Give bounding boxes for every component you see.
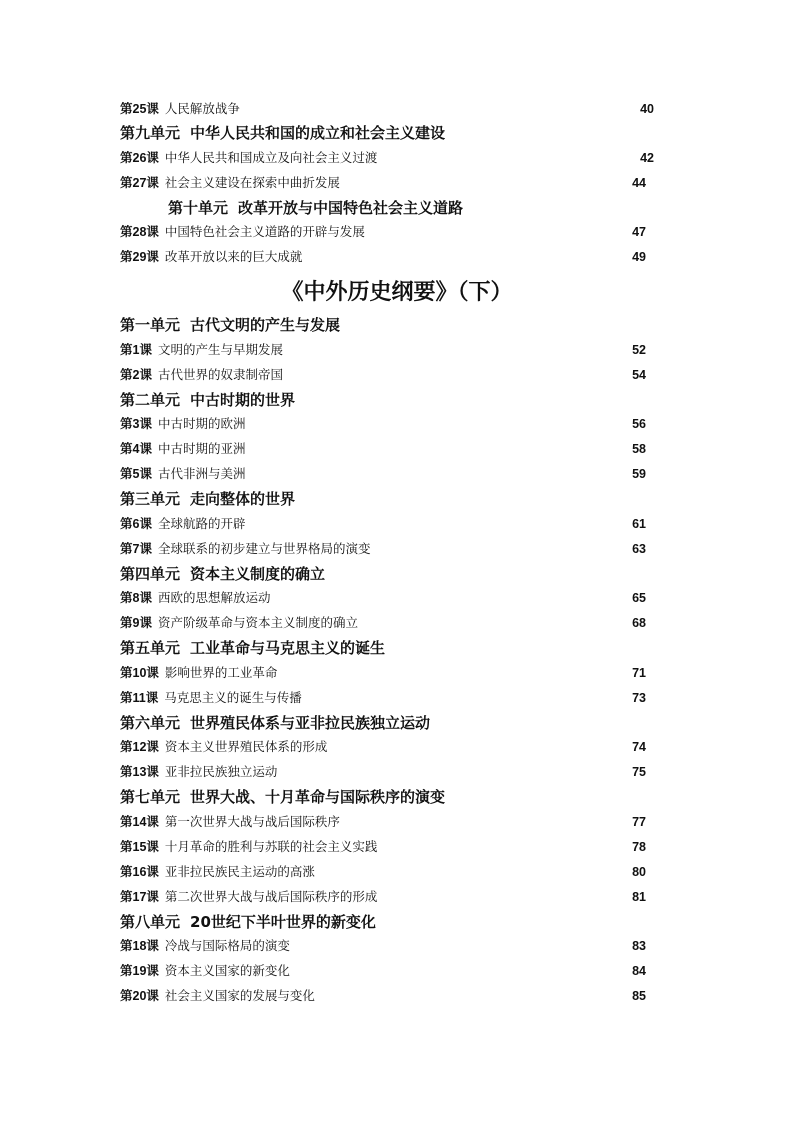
lesson-title: 中华人民共和国成立及向社会主义过渡 <box>164 150 378 165</box>
page-number: 58 <box>632 442 646 456</box>
lesson-title: 第一次世界大战与战后国际秩序 <box>164 813 340 829</box>
unit-number: 第三单元 <box>120 490 181 508</box>
toc-row <box>120 936 646 956</box>
lesson-title: 古代世界的奴隶制帝国 <box>157 366 283 382</box>
page-number: 63 <box>632 541 646 556</box>
unit-number: 第八单元 <box>120 912 181 931</box>
lesson-title: 中古时期的欧洲 <box>157 416 246 431</box>
lesson-title: 亚非拉民族民主运动的高涨 <box>164 863 315 879</box>
page-number: 42 <box>640 151 654 165</box>
toc-row <box>120 986 646 1006</box>
lesson-number: 第12课 <box>120 740 159 754</box>
unit-title: 世界大战、十月革命与国际秩序的演变 <box>190 788 446 806</box>
unit-number: 第五单元 <box>120 639 181 657</box>
unit-heading <box>120 389 295 411</box>
lesson-number: 第7课 <box>120 541 152 556</box>
lesson-title: 资本主义世界殖民体系的形成 <box>164 739 328 754</box>
toc-row <box>120 688 646 708</box>
lesson-number: 第8课 <box>120 591 152 605</box>
unit-number: 第十单元 <box>168 199 229 217</box>
page-number: 77 <box>632 814 646 829</box>
lesson-number: 第4课 <box>120 442 152 456</box>
unit-heading <box>168 197 463 219</box>
lesson-title: 社会主义国家的发展与变化 <box>164 988 315 1003</box>
lesson-number: 第19课 <box>120 964 159 978</box>
page-number: 40 <box>640 102 654 116</box>
page-number: 59 <box>632 467 646 481</box>
lesson-number: 第13课 <box>120 765 159 779</box>
lesson-title: 亚非拉民族独立运动 <box>164 764 278 779</box>
lesson-number: 第3课 <box>120 417 152 431</box>
book-title: 《中外历史纲要》（下） <box>281 280 513 305</box>
page-number: 78 <box>632 839 646 854</box>
unit-heading <box>120 637 385 659</box>
page-number: 44 <box>632 176 646 190</box>
page-number: 65 <box>632 591 646 605</box>
toc-row <box>120 862 646 882</box>
lesson-title: 冷战与国际格局的演变 <box>164 938 290 953</box>
unit-heading <box>120 563 325 585</box>
lesson-number: 第15课 <box>120 839 159 854</box>
unit-title: 古代文明的产生与发展 <box>190 316 341 334</box>
toc-row <box>120 148 654 168</box>
lesson-title: 全球联系的初步建立与世界格局的演变 <box>157 540 371 556</box>
unit-heading <box>120 712 430 734</box>
unit-heading <box>120 786 445 808</box>
unit-title: 20世纪下半叶世界的新变化 <box>190 912 376 931</box>
lesson-title: 中国特色社会主义道路的开辟与发展 <box>164 224 365 239</box>
toc-row <box>120 414 646 434</box>
page-number: 73 <box>632 690 646 705</box>
toc-row <box>120 961 646 981</box>
lesson-title: 文明的产生与早期发展 <box>157 341 283 357</box>
lesson-number: 第9课 <box>120 616 152 630</box>
toc-row <box>120 762 646 782</box>
lesson-title: 社会主义建设在探索中曲折发展 <box>164 175 340 190</box>
unit-heading <box>120 314 340 336</box>
toc-row <box>120 340 646 360</box>
toc-row <box>120 514 646 534</box>
toc-row <box>120 222 646 242</box>
lesson-number: 第28课 <box>120 225 159 239</box>
lesson-number: 第16课 <box>120 864 159 879</box>
lesson-number: 第26课 <box>120 151 159 165</box>
lesson-title: 古代非洲与美洲 <box>157 466 246 481</box>
lesson-number: 第18课 <box>120 939 159 953</box>
toc-row <box>120 365 646 385</box>
lesson-number: 第10课 <box>120 665 159 680</box>
lesson-number: 第17课 <box>120 889 159 904</box>
unit-heading <box>120 488 295 510</box>
unit-title: 改革开放与中国特色社会主义道路 <box>238 199 464 217</box>
lesson-number: 第20课 <box>120 989 159 1003</box>
lesson-title: 资本主义国家的新变化 <box>164 963 290 978</box>
unit-number: 第二单元 <box>120 390 181 409</box>
toc-row <box>120 588 646 608</box>
unit-number: 第九单元 <box>120 124 181 142</box>
lesson-title: 十月革命的胜利与苏联的社会主义实践 <box>164 838 378 854</box>
page-number: 54 <box>632 367 646 382</box>
page-number: 83 <box>632 939 646 953</box>
toc-row <box>120 439 646 459</box>
toc-row <box>120 887 646 907</box>
unit-title: 世界殖民体系与亚非拉民族独立运动 <box>190 713 431 732</box>
page-number: 56 <box>632 417 646 431</box>
unit-title: 中华人民共和国的成立和社会主义建设 <box>190 124 446 142</box>
unit-title: 中古时期的世界 <box>190 390 296 409</box>
unit-number: 第六单元 <box>120 713 181 732</box>
unit-title: 工业革命与马克思主义的诞生 <box>190 639 386 657</box>
lesson-number: 第1课 <box>120 342 152 357</box>
unit-number: 第四单元 <box>120 564 181 583</box>
lesson-number: 第6课 <box>120 516 152 531</box>
toc-row <box>120 247 646 267</box>
page-number: 61 <box>632 516 646 531</box>
lesson-number: 第5课 <box>120 467 152 481</box>
page-number: 75 <box>632 765 646 779</box>
toc-row <box>120 812 646 832</box>
lesson-title: 影响世界的工业革命 <box>164 664 278 680</box>
unit-title: 资本主义制度的确立 <box>190 564 326 583</box>
lesson-number: 第29课 <box>120 250 159 264</box>
lesson-title: 第二次世界大战与战后国际秩序的形成 <box>164 888 378 904</box>
page-number: 84 <box>632 964 646 978</box>
page-number: 80 <box>632 864 646 879</box>
page-number: 71 <box>632 665 646 680</box>
toc-row <box>120 464 646 484</box>
lesson-number: 第11课 <box>120 690 159 705</box>
lesson-number: 第25课 <box>120 102 159 116</box>
page-number: 52 <box>632 342 646 357</box>
toc-row <box>120 613 646 633</box>
page-number: 81 <box>632 889 646 904</box>
toc-row <box>120 99 654 119</box>
page-number: 85 <box>632 989 646 1003</box>
lesson-title: 西欧的思想解放运动 <box>157 590 271 605</box>
page-number: 47 <box>632 225 646 239</box>
toc-row <box>120 837 646 857</box>
lesson-number: 第14课 <box>120 814 159 829</box>
toc-row <box>120 539 646 559</box>
lesson-number: 第2课 <box>120 367 152 382</box>
lesson-number: 第27课 <box>120 176 159 190</box>
lesson-title: 人民解放战争 <box>164 101 240 116</box>
page-number: 68 <box>632 616 646 630</box>
page-number: 74 <box>632 740 646 754</box>
lesson-title: 马克思主义的诞生与传播 <box>164 689 302 705</box>
unit-number: 第七单元 <box>120 788 181 806</box>
lesson-title: 资产阶级革命与资本主义制度的确立 <box>157 615 358 630</box>
unit-heading <box>120 122 445 144</box>
lesson-title: 全球航路的开辟 <box>157 515 246 531</box>
toc-row <box>120 737 646 757</box>
page-number: 49 <box>632 250 646 264</box>
toc-row <box>120 663 646 683</box>
unit-title: 走向整体的世界 <box>190 490 296 508</box>
toc-row <box>120 173 646 193</box>
unit-heading <box>120 911 376 933</box>
unit-number: 第一单元 <box>120 316 181 334</box>
lesson-title: 中古时期的亚洲 <box>157 441 246 456</box>
lesson-title: 改革开放以来的巨大成就 <box>164 249 303 264</box>
